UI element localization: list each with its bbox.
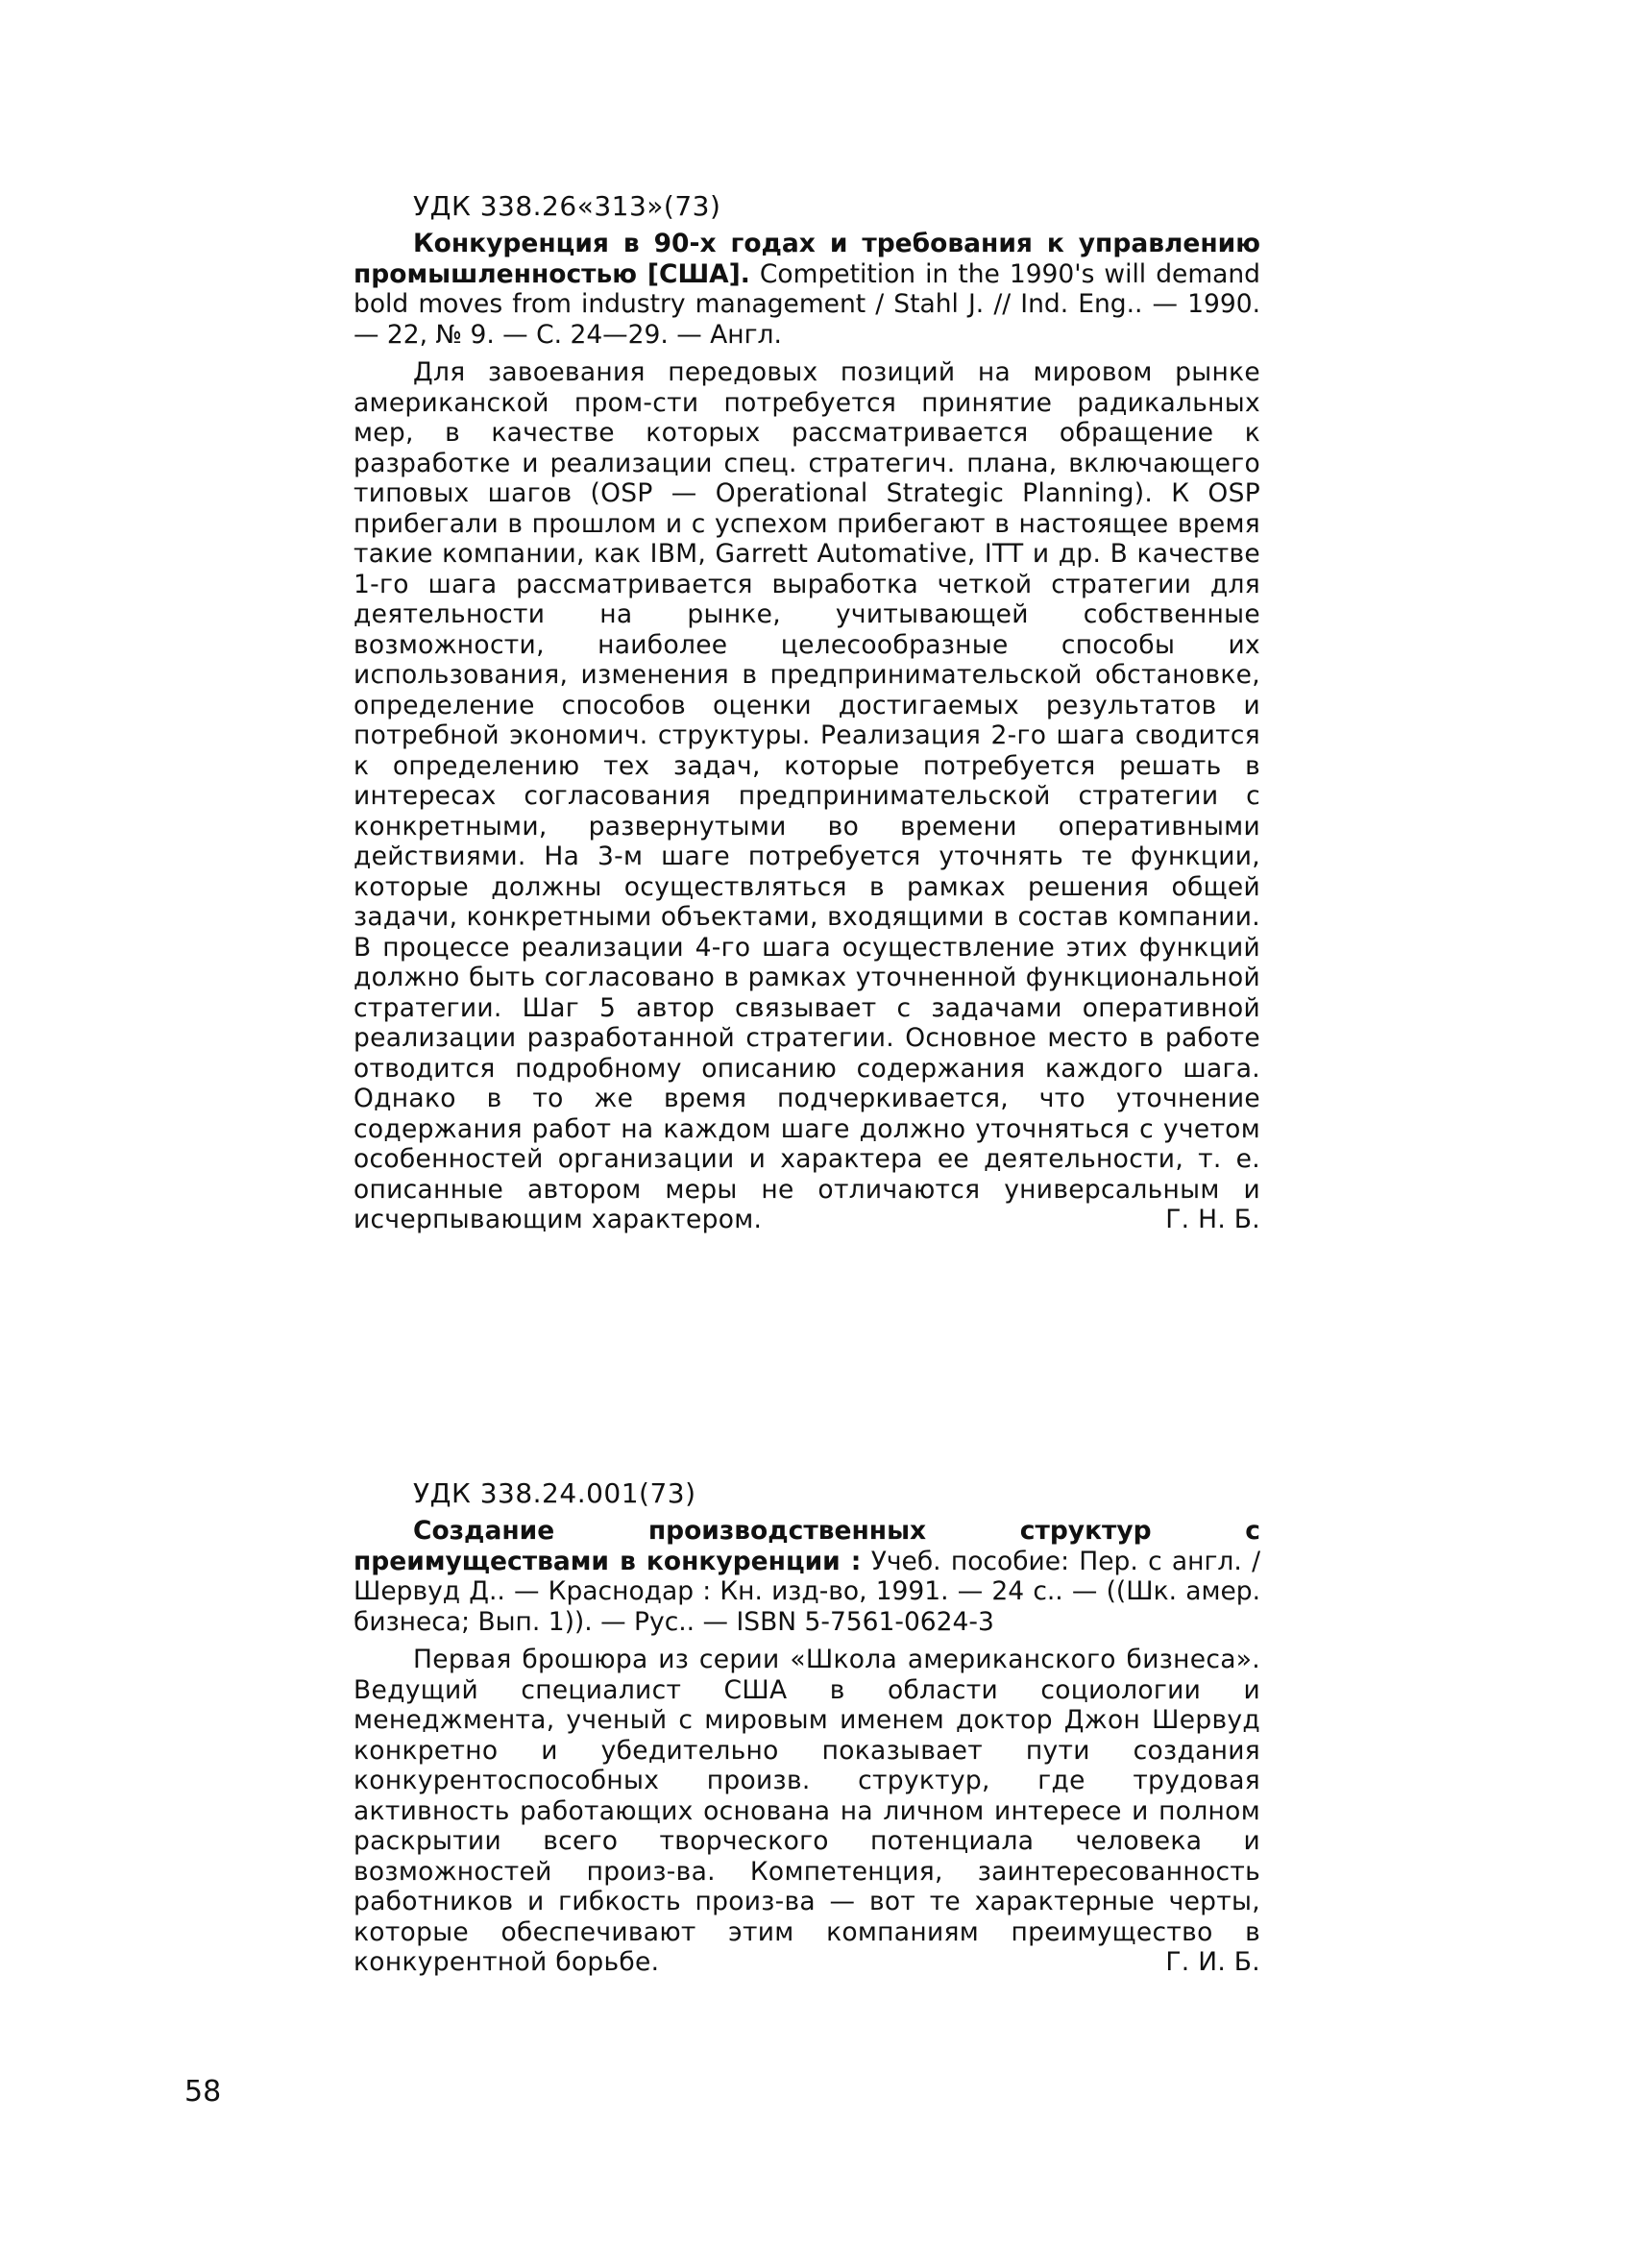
abstract-text: Первая брошюра из серии «Школа американского бизнеса». Ведущий специалист США в области социологии и менеджмента, ученый с мировым именем доктор Джон Шервуд конкретно и убедительно показывает пути создания конкурентоспособных произв. структур, где трудовая активность работающих основана на личном интересе и полном раскрытии всего творческого потенциала человека и возможностей произ-ва. Компетенция, заинтересованность работников и гибкость произ-ва — вот те характерные черты, которые обеспечивают этим компаниям преимущество в конкурентной борьбе. [354, 1645, 1260, 1977]
reviewer-signature: Г. И. Б. [1165, 1947, 1260, 1977]
entry-abstract [354, 1645, 1260, 1978]
abstract-text: Для завоевания передовых позиций на мировом рынке американской пром-сти потребуется принятие радикальных мер, в качестве которых рассматривается обращение к разработке и реализации спец. стратегич. плана, включающего типовых шагов (OSP — Operational Strategic Planning). К OSP прибегали в прошлом и с успехом прибегают в настоящее время такие компании, как IBM, Garrett Automative, ITT и др. В качестве 1-го шага рассматривается выработка четкой стратегии для деятельности на рынке, учитывающей собственные возможности, наиболее целесообразные способы их использования, изменения в предпринимательской обстановке, определение способов оценки достигаемых результатов и потребной экономич. структуры. Реализация 2-го шага сводится к определению тех задач, которые потребуется решать в интересах согласования предпринимательской стратегии с конкретными, развернутыми во времени оперативными действиями. На 3-м шаге потребуется уточнять те функции, которые должны осуществляться в рамках решения общей задачи, конкретными объектами, входящими в состав компании. В процессе реализации 4-го шага осуществление этих функций должно быть согласовано в рамках уточненной функциональной стратегии. Шаг 5 автор связывает с задачами оперативной реализации разработанной стратегии. Основное место в работе отводится подробному описанию содержания каждого шага. Однако в то же время подчеркивается, что уточнение содержания работ на каждом шаге должно уточняться с учетом особенностей организации и характера ее деятельности, т. е. описанные автором меры не отличаются универсальным и исчерпывающим характером. [354, 357, 1260, 1234]
udk-code: УДК 338.24.001(73) [413, 1477, 696, 1509]
entry-title: Конкуренция в 90-х годах и требования к управлению промышленностью [США]. [354, 229, 1260, 289]
udk-code: УДК 338.26«313»(73) [413, 190, 721, 222]
entry-citation: Competition in the 1990's will demand bold moves from industry management / Stahl J. // Ind. Eng.. — 1990. — 22, № 9. — С. 24—29. — Англ. [354, 258, 1260, 350]
entry-title: Создание производственных структур с преимуществами в конкуренции : [354, 1516, 1260, 1576]
reviewer-signature: Г. Н. Б. [1165, 1205, 1260, 1234]
entry-citation: Учеб. пособие: Пер. с англ. / Шервуд Д.. — Краснодар : Кн. изд-во, 1991. — 24 с.. — ((Шк. амер. бизнеса; Вып. 1)). — Рус.. — ISBN 5-7561-0624-3 [354, 1546, 1260, 1637]
entry-abstract [354, 357, 1260, 1235]
abstract-entry [354, 1477, 1260, 1978]
bibliographic-record [354, 229, 1260, 350]
bibliographic-record [354, 1516, 1260, 1637]
abstract-entry [354, 190, 1260, 1235]
page-number: 58 [184, 2075, 222, 2109]
